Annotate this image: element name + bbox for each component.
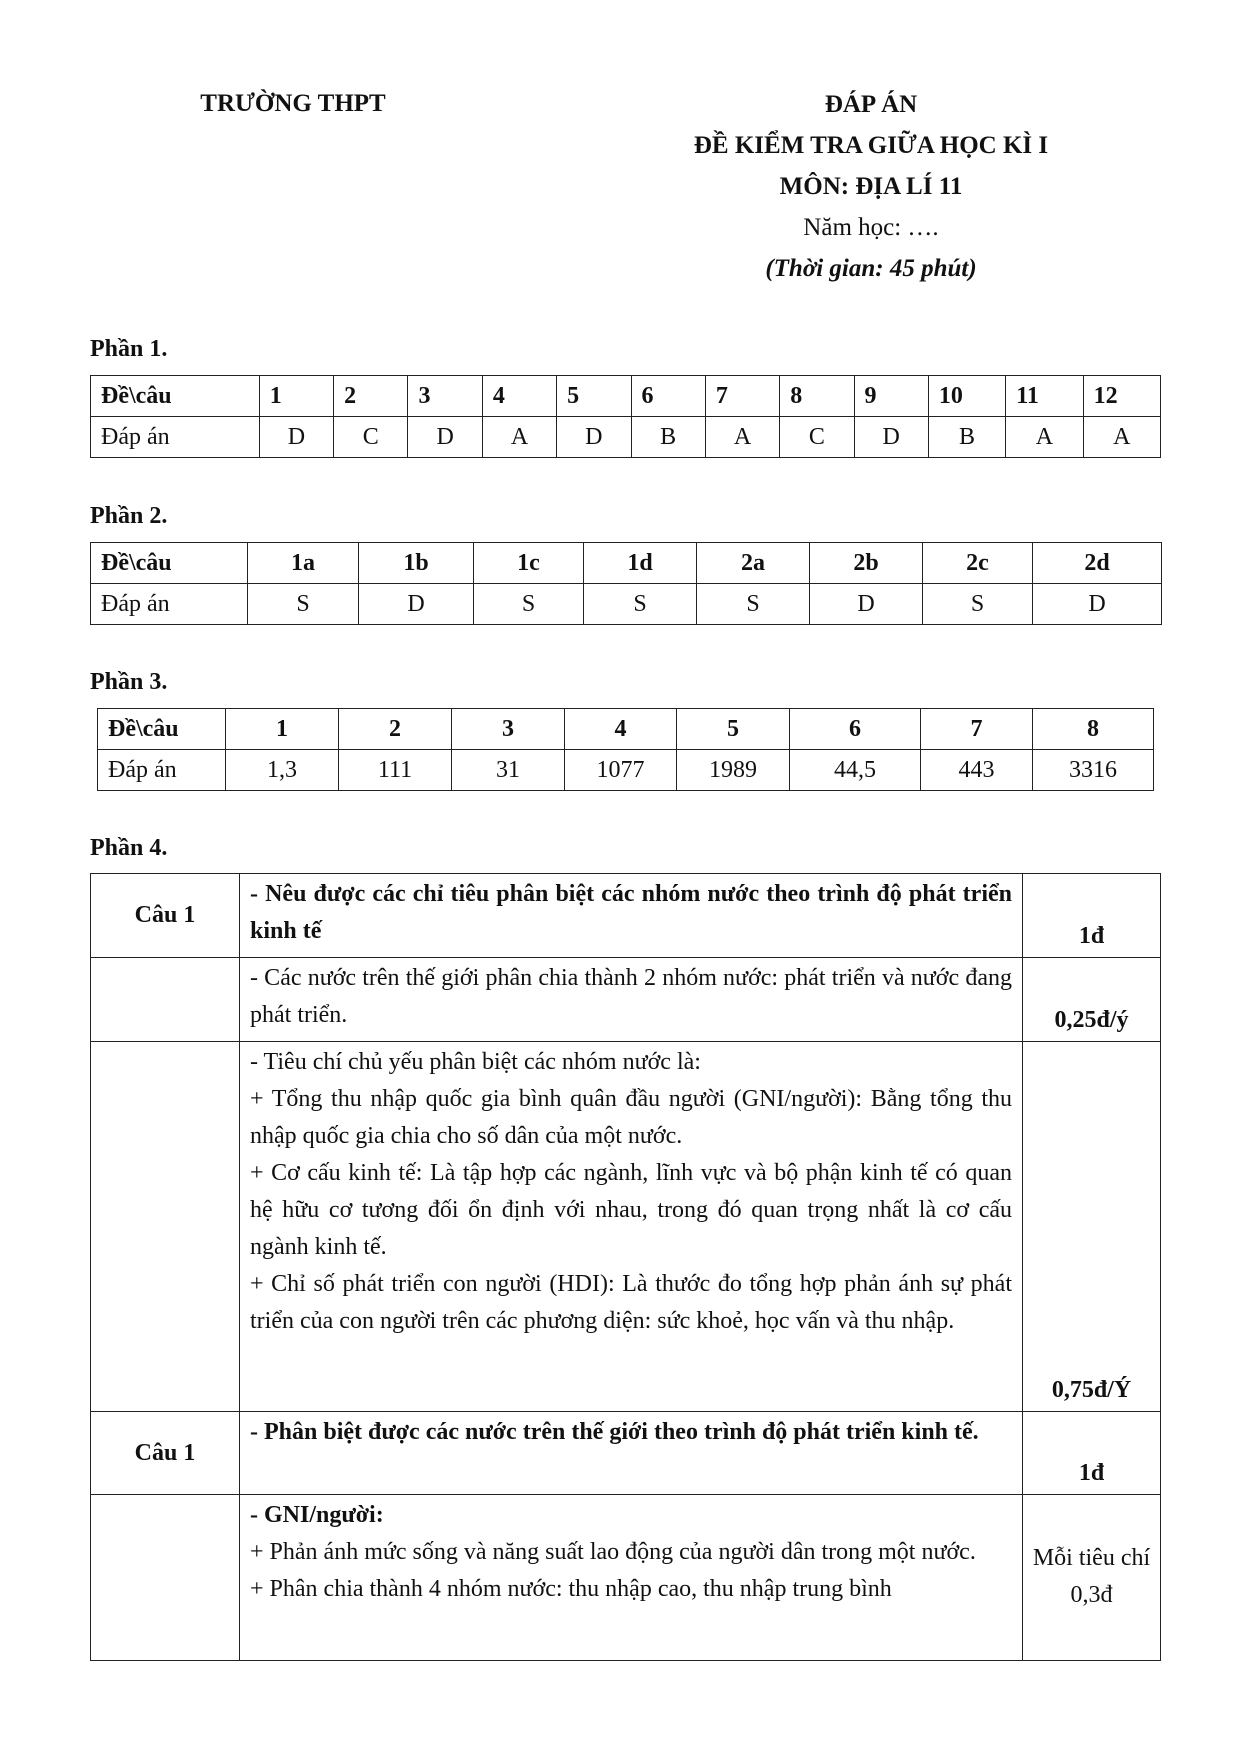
answer-point: - Các nước trên thế giới phân chia thành 2 nhóm nước: phát triển và nước đang phát triển. [240,958,1023,1042]
answer-line: + Phản ánh mức sống và năng suất lao động của người dân trong một nước. [250,1539,976,1565]
question-number: 2c [923,543,1033,584]
question-number: 2d [1033,543,1162,584]
document-heading [620,88,1122,293]
question-number: 2 [334,376,408,417]
answer-cell: S [584,584,697,625]
answer-row [98,750,1154,791]
answer-line: - Tiêu chí chủ yếu phân biệt các nhóm nước là: [250,1049,701,1075]
criterion-row [91,874,1161,958]
question-number: 8 [1033,709,1154,750]
question-number: 9 [854,376,928,417]
answer-cell: 44,5 [790,750,921,791]
answer-line: + Chỉ số phát triển con người (HDI): Là thước đo tổng hợp phản ánh sự phát triển của con người trên các phương diện: sức khoẻ, học vấn và thu nhập. [250,1271,1012,1334]
answer-cell: S [923,584,1033,625]
score-cell: 1đ [1023,874,1161,958]
answer-cell: A [1083,417,1160,458]
part3-label: Phần 3. [90,669,168,695]
criterion-row [91,1412,1161,1495]
answer-cell: D [259,417,333,458]
answer-cell: S [697,584,810,625]
answer-line: - GNI/người: [250,1502,384,1528]
answer-cell: D [1033,584,1162,625]
question-label [91,958,240,1042]
part4-essay-table [90,873,1161,1661]
question-number: 5 [677,709,790,750]
question-number: 7 [705,376,779,417]
question-number: 1 [226,709,339,750]
school-year: Năm học: …. [803,214,939,241]
answer-cell: S [248,584,359,625]
question-number: 11 [1006,376,1083,417]
row-answer-label: Đáp án [98,750,226,791]
part2-label: Phần 2. [90,503,168,529]
question-row [98,709,1154,750]
answer-line: + Phân chia thành 4 nhóm nước: thu nhập cao, thu nhập trung bình [250,1576,892,1602]
answer-point [240,1495,1023,1661]
answer-cell: A [705,417,779,458]
row-answer-label: Đáp án [91,417,260,458]
question-number: 3 [408,376,482,417]
answer-cell: 443 [921,750,1033,791]
question-row [91,376,1161,417]
answer-line: + Tổng thu nhập quốc gia bình quân đầu người (GNI/người): Bằng tổng thu nhập quốc gia chia cho số dân của một nước. [250,1086,1012,1149]
answer-key-title: ĐÁP ÁN [824,91,918,118]
row-header-label: Đề\câu [91,543,248,584]
answer-cell: B [928,417,1005,458]
answer-cell: 1077 [565,750,677,791]
question-number: 1c [474,543,584,584]
part2-answer-table [90,542,1162,625]
answer-cell: 1989 [677,750,790,791]
question-number: 5 [557,376,631,417]
question-number: 2 [339,709,452,750]
row-header-label: Đề\câu [98,709,226,750]
answer-cell: S [474,584,584,625]
question-number: 10 [928,376,1005,417]
part1-label: Phần 1. [90,336,168,362]
score-cell: 0,25đ/ý [1023,958,1161,1042]
criterion-heading: - Phân biệt được các nước trên thế giới theo trình độ phát triển kinh tế. [240,1412,1023,1495]
answer-point-row [91,958,1161,1042]
part1-answer-table [90,375,1161,458]
part4-label: Phần 4. [90,835,168,861]
answer-line: + Cơ cấu kinh tế: Là tập hợp các ngành, lĩnh vực và bộ phận kinh tế có quan hệ hữu cơ tương đối ổn định với nhau, trong đó quan trọng nhất là cơ cấu ngành kinh tế. [250,1160,1012,1260]
question-number: 4 [565,709,677,750]
answer-cell: D [854,417,928,458]
question-number: 4 [482,376,556,417]
answer-point [240,1042,1023,1412]
question-number: 6 [631,376,705,417]
answer-cell: C [780,417,854,458]
answer-point-row [91,1042,1161,1412]
question-label: Câu 1 [91,874,240,958]
question-number: 12 [1083,376,1160,417]
row-header-label: Đề\câu [91,376,260,417]
answer-cell: B [631,417,705,458]
question-number: 7 [921,709,1033,750]
question-number: 2b [810,543,923,584]
answer-cell: D [359,584,474,625]
question-label [91,1042,240,1412]
score-cell: 1đ [1023,1412,1161,1495]
question-row [91,543,1162,584]
answer-cell: C [334,417,408,458]
score-cell: 0,75đ/Ý [1023,1042,1161,1412]
answer-cell: D [810,584,923,625]
answer-row [91,584,1162,625]
school-name: TRƯỜNG THPT [200,90,386,117]
question-number: 1d [584,543,697,584]
question-number: 3 [452,709,565,750]
question-number: 2a [697,543,810,584]
question-number: 1a [248,543,359,584]
score-cell: Mỗi tiêu chí 0,3đ [1023,1495,1161,1661]
answer-cell: D [557,417,631,458]
question-number: 8 [780,376,854,417]
part3-answer-table [97,708,1154,791]
question-label [91,1495,240,1661]
exam-title: ĐỀ KIỂM TRA GIỮA HỌC KÌ I [693,132,1049,159]
answer-cell: 3316 [1033,750,1154,791]
exam-duration: (Thời gian: 45 phút) [765,255,977,282]
row-answer-label: Đáp án [91,584,248,625]
answer-cell: 31 [452,750,565,791]
question-number: 1 [259,376,333,417]
answer-row [91,417,1161,458]
criterion-heading: - Nêu được các chỉ tiêu phân biệt các nhóm nước theo trình độ phát triển kinh tế [240,874,1023,958]
subject-title: MÔN: ĐỊA LÍ 11 [779,173,963,200]
answer-cell: 1,3 [226,750,339,791]
question-label: Câu 1 [91,1412,240,1495]
answer-point-row [91,1495,1161,1661]
answer-cell: A [482,417,556,458]
answer-cell: A [1006,417,1083,458]
question-number: 1b [359,543,474,584]
answer-cell: D [408,417,482,458]
answer-cell: 111 [339,750,452,791]
question-number: 6 [790,709,921,750]
